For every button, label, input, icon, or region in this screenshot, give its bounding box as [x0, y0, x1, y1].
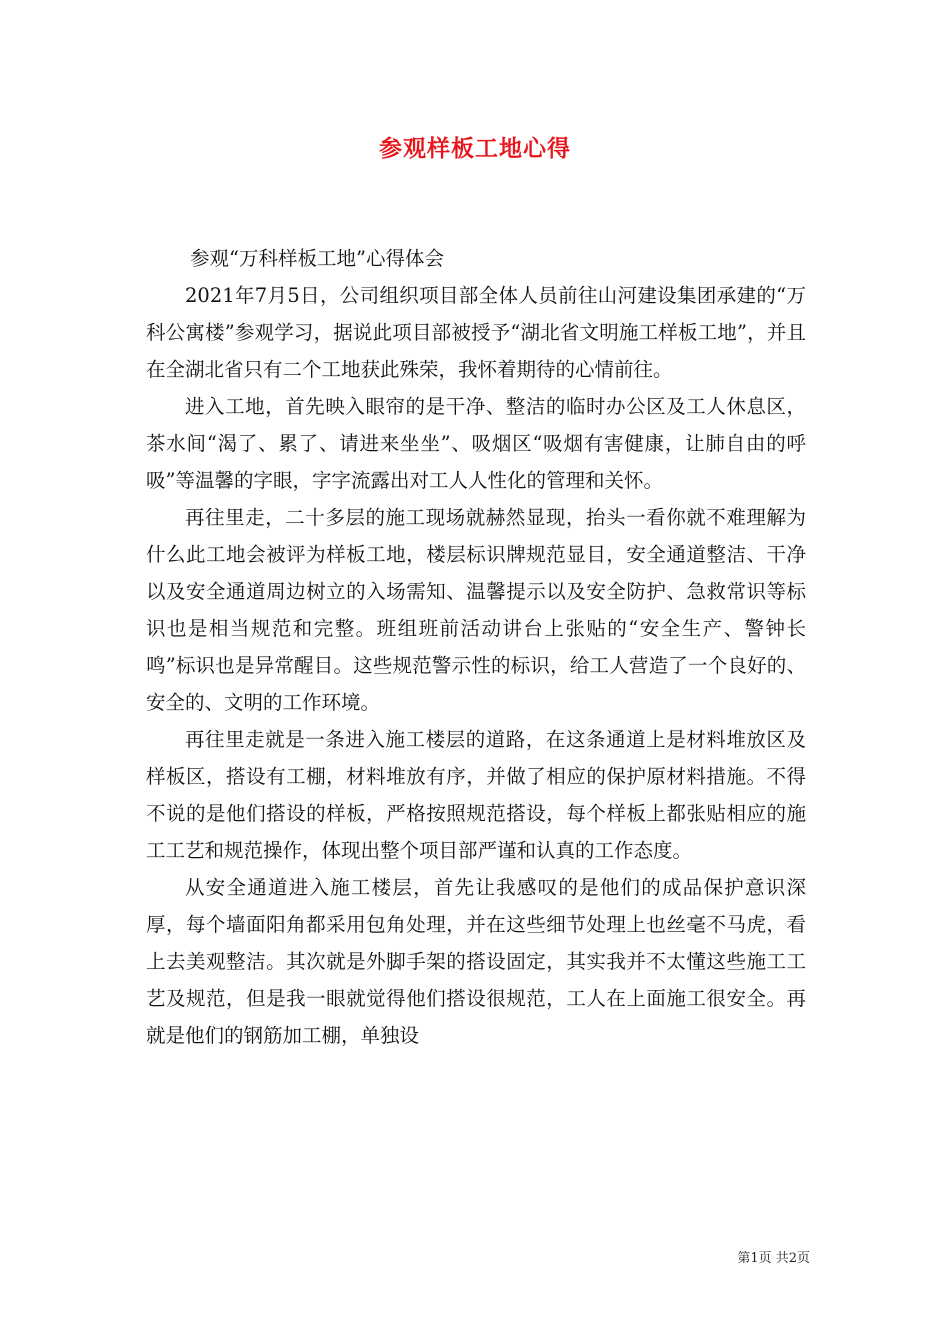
paragraph-1: 2021年7月5日，公司组织项目部全体人员前往山河建设集团承建的“万科公寓楼”参观学习，据说此项目部被授予“湖北省文明施工样板工地”，并且在全湖北省只有二个工地获此殊荣，我怀着期待的心情前往。: [146, 284, 806, 381]
paragraph-4: 再往里走就是一条进入施工楼层的道路，在这条通道上是材料堆放区及样板区，搭设有工棚，材料堆放有序，并做了相应的保护原材料措施。不得不说的是他们搭设的样板，严格按照规范搭设，每个样板上都张贴相应的施工工艺和规范操作，体现出整个项目部严谨和认真的工作态度。: [146, 728, 806, 862]
document-body: [146, 240, 806, 1054]
document-subtitle: 参观“万科样板工地”心得体会: [190, 247, 444, 270]
paragraph-2: 进入工地，首先映入眼帘的是干净、整洁的临时办公区及工人休息区，茶水间“渴了、累了、请进来坐坐”、吸烟区“吸烟有害健康，让肺自由的呼吸”等温馨的字眼，字字流露出对工人人性化的管理和关怀。: [146, 395, 806, 492]
paragraph-5: 从安全通道进入施工楼层，首先让我感叹的是他们的成品保护意识深厚，每个墙面阳角都采用包角处理，并在这些细节处理上也丝毫不马虎，看上去美观整洁。其次就是外脚手架的搭设固定，其实我并不太懂这些施工工艺及规范，但是我一眼就觉得他们搭设很规范，工人在上面施工很安全。再就是他们的钢筋加工棚，单独设: [146, 876, 806, 1047]
page-title: 参观样板工地心得: [379, 135, 571, 162]
page-number: 第1页 共2页: [737, 1251, 810, 1266]
paragraph-3: 再往里走，二十多层的施工现场就赫然显现，抬头一看你就不难理解为什么此工地会被评为样板工地，楼层标识牌规范显目，安全通道整洁、干净以及安全通道周边树立的入场需知、温馨提示以及安全防护、急救常识等标识也是相当规范和完整。班组班前活动讲台上张贴的“安全生产、警钟长鸣”标识也是异常醒目。这些规范警示性的标识，给工人营造了一个良好的、安全的、文明的工作环境。: [146, 506, 806, 714]
